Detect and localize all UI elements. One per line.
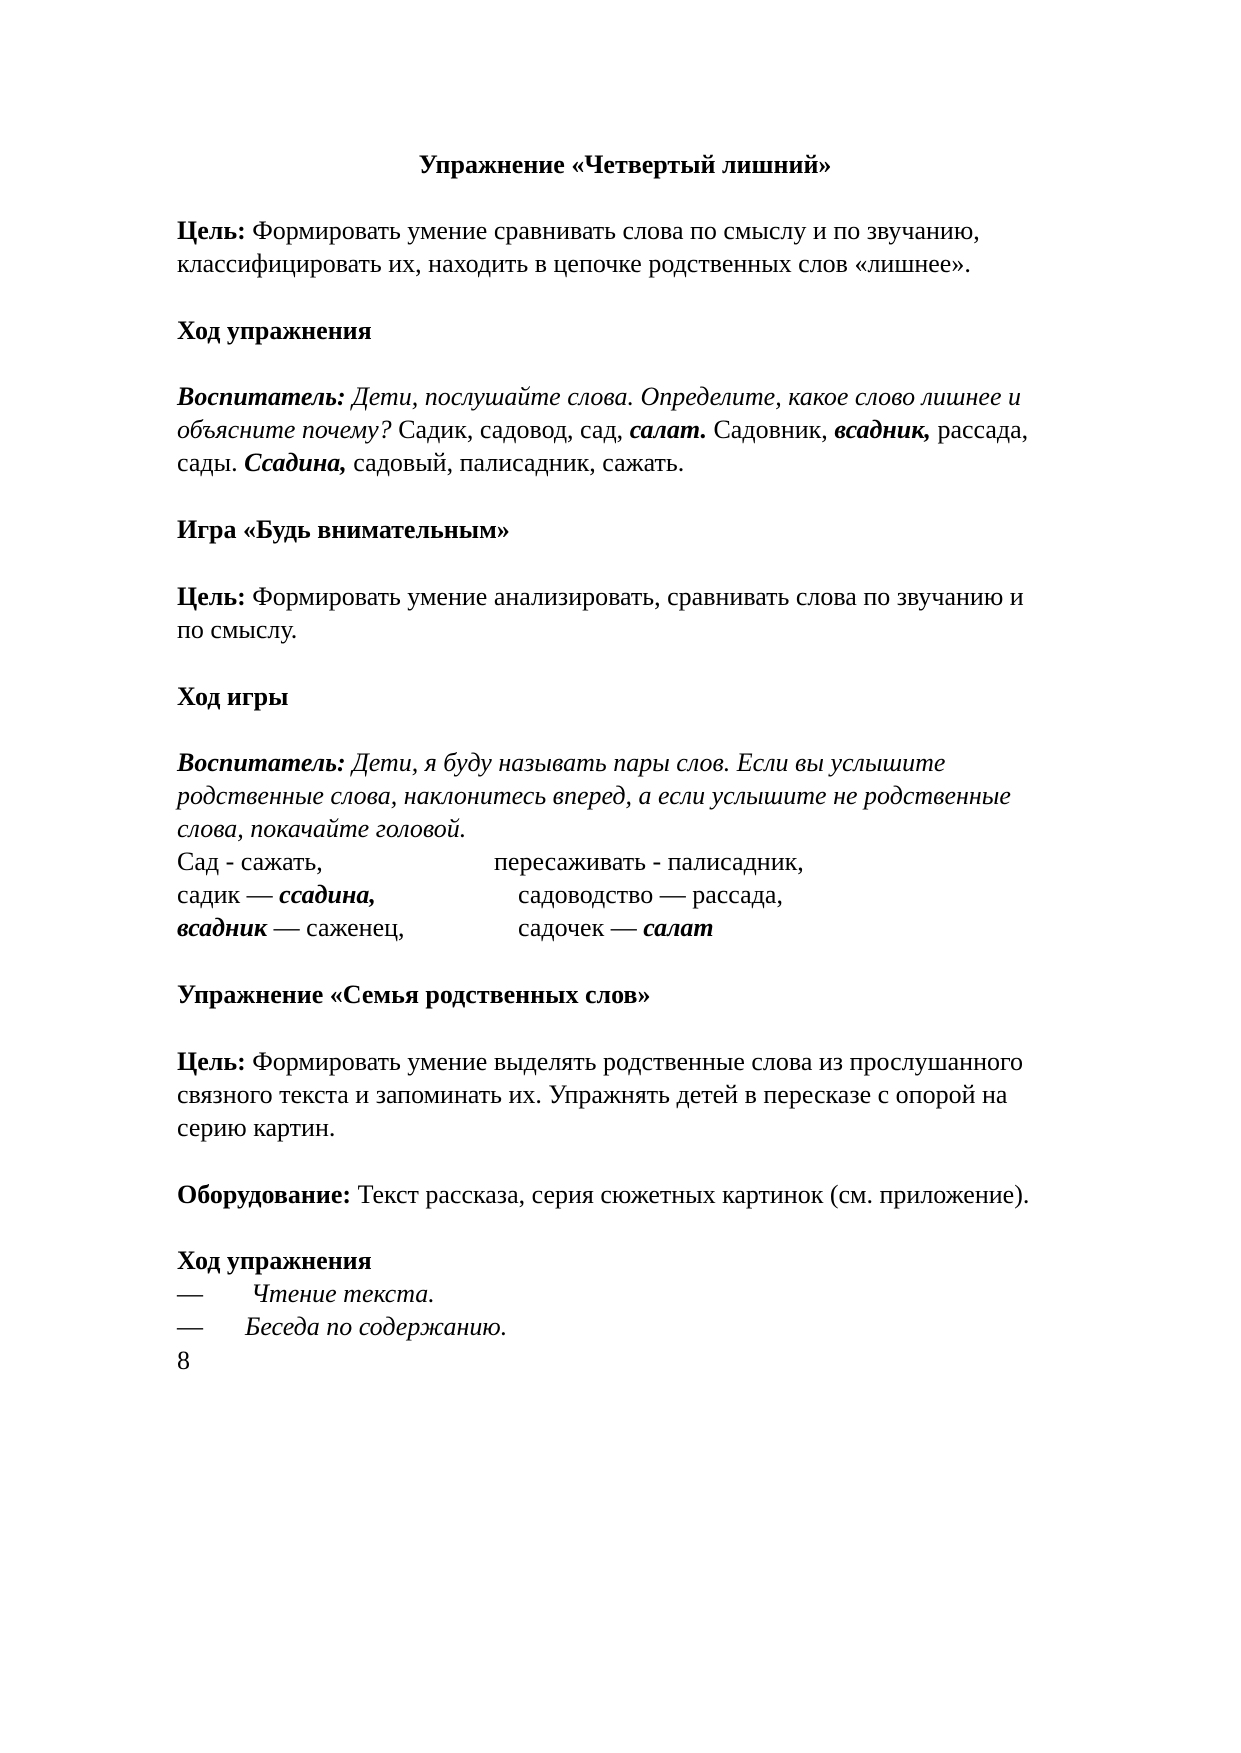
word-pair-text: — саженец,	[267, 913, 405, 942]
word-pair	[177, 880, 376, 909]
goal-label: Цель:	[177, 582, 246, 611]
teacher-paragraph-line	[177, 413, 1028, 446]
goal-label: Цель:	[177, 216, 246, 245]
teacher-text-line: родственные слова, наклонитесь вперед, а если услышите не родственные	[177, 781, 1011, 810]
teacher-text-line: слова, покачайте головой.	[177, 814, 467, 843]
teacher-question: объясните почему?	[177, 415, 392, 444]
teacher-paragraph-line	[177, 446, 684, 479]
goal-text-line: классифицировать их, находить в цепочке родственных слов «лишнее».	[177, 249, 971, 278]
goal-paragraph-line	[177, 1045, 1023, 1078]
extra-word: салат	[643, 913, 714, 942]
word-list: Садовник,	[706, 415, 835, 444]
word-pair: Сад - сажать,	[177, 847, 323, 876]
extra-word: Ссадина,	[244, 448, 347, 477]
extra-word: салат.	[629, 415, 707, 444]
word-pair: садоводство — рассада,	[518, 880, 783, 909]
page-number: 8	[177, 1346, 190, 1375]
word-list: рассада,	[930, 415, 1029, 444]
word-pair	[177, 913, 405, 942]
progress-heading: Ход упражнения	[177, 1246, 372, 1275]
equipment-label: Оборудование:	[177, 1180, 352, 1209]
word-pair-row	[177, 911, 1077, 944]
goal-text-line: связного текста и запоминать их. Упражнять детей в пересказе с опорой на	[177, 1080, 1008, 1109]
section-title-fourth-extra: Упражнение «Четвертый лишний»	[418, 150, 832, 179]
dash-bullet: —	[177, 1279, 203, 1308]
step-text: Чтение текста.	[251, 1279, 435, 1308]
word-pair: пересаживать - палисадник,	[494, 847, 804, 876]
goal-paragraph-line	[177, 580, 1024, 613]
word-list: Садик, садовод, сад,	[391, 415, 630, 444]
goal-paragraph-line	[177, 214, 980, 247]
extra-word: ссадина,	[279, 880, 376, 909]
word-pair-text: садочек —	[518, 913, 644, 942]
teacher-label: Воспитатель:	[177, 748, 346, 777]
dash-bullet: —	[177, 1312, 203, 1341]
section-title-be-attentive: Игра «Будь внимательным»	[177, 515, 510, 544]
goal-text: Формировать умение сравнивать слова по смыслу и по звучанию,	[245, 216, 980, 245]
section-title-word-family: Упражнение «Семья родственных слов»	[177, 980, 651, 1009]
word-pair	[518, 911, 714, 944]
equipment-line	[177, 1178, 1029, 1211]
goal-label: Цель:	[177, 1047, 246, 1076]
progress-heading: Ход упражнения	[177, 316, 372, 345]
teacher-paragraph-line	[177, 746, 945, 779]
word-list: садовый, палисадник, сажать.	[346, 448, 685, 477]
teacher-text: Дети, я буду называть пары слов. Если вы услышите	[345, 748, 946, 777]
goal-text: Формировать умение выделять родственные слова из прослушанного	[245, 1047, 1024, 1076]
step-text: Беседа по содержанию.	[245, 1312, 508, 1341]
teacher-text: Дети, послушайте слова. Определите, какое слово лишнее и	[345, 382, 1022, 411]
teacher-label: Воспитатель:	[177, 382, 346, 411]
goal-text-line: серию картин.	[177, 1113, 336, 1142]
extra-word: всадник,	[834, 415, 931, 444]
word-pair-row	[177, 845, 1077, 878]
teacher-paragraph-line	[177, 380, 1021, 413]
word-list: сады.	[177, 448, 245, 477]
goal-text: Формировать умение анализировать, сравнивать слова по звучанию и	[245, 582, 1024, 611]
equipment-text: Текст рассказа, серия сюжетных картинок (см. приложение).	[351, 1180, 1030, 1209]
word-pair-text: садик —	[177, 880, 280, 909]
progress-heading: Ход игры	[177, 682, 289, 711]
goal-text-line: по смыслу.	[177, 615, 298, 644]
word-pair-row	[177, 878, 1077, 911]
extra-word: всадник	[177, 913, 268, 942]
